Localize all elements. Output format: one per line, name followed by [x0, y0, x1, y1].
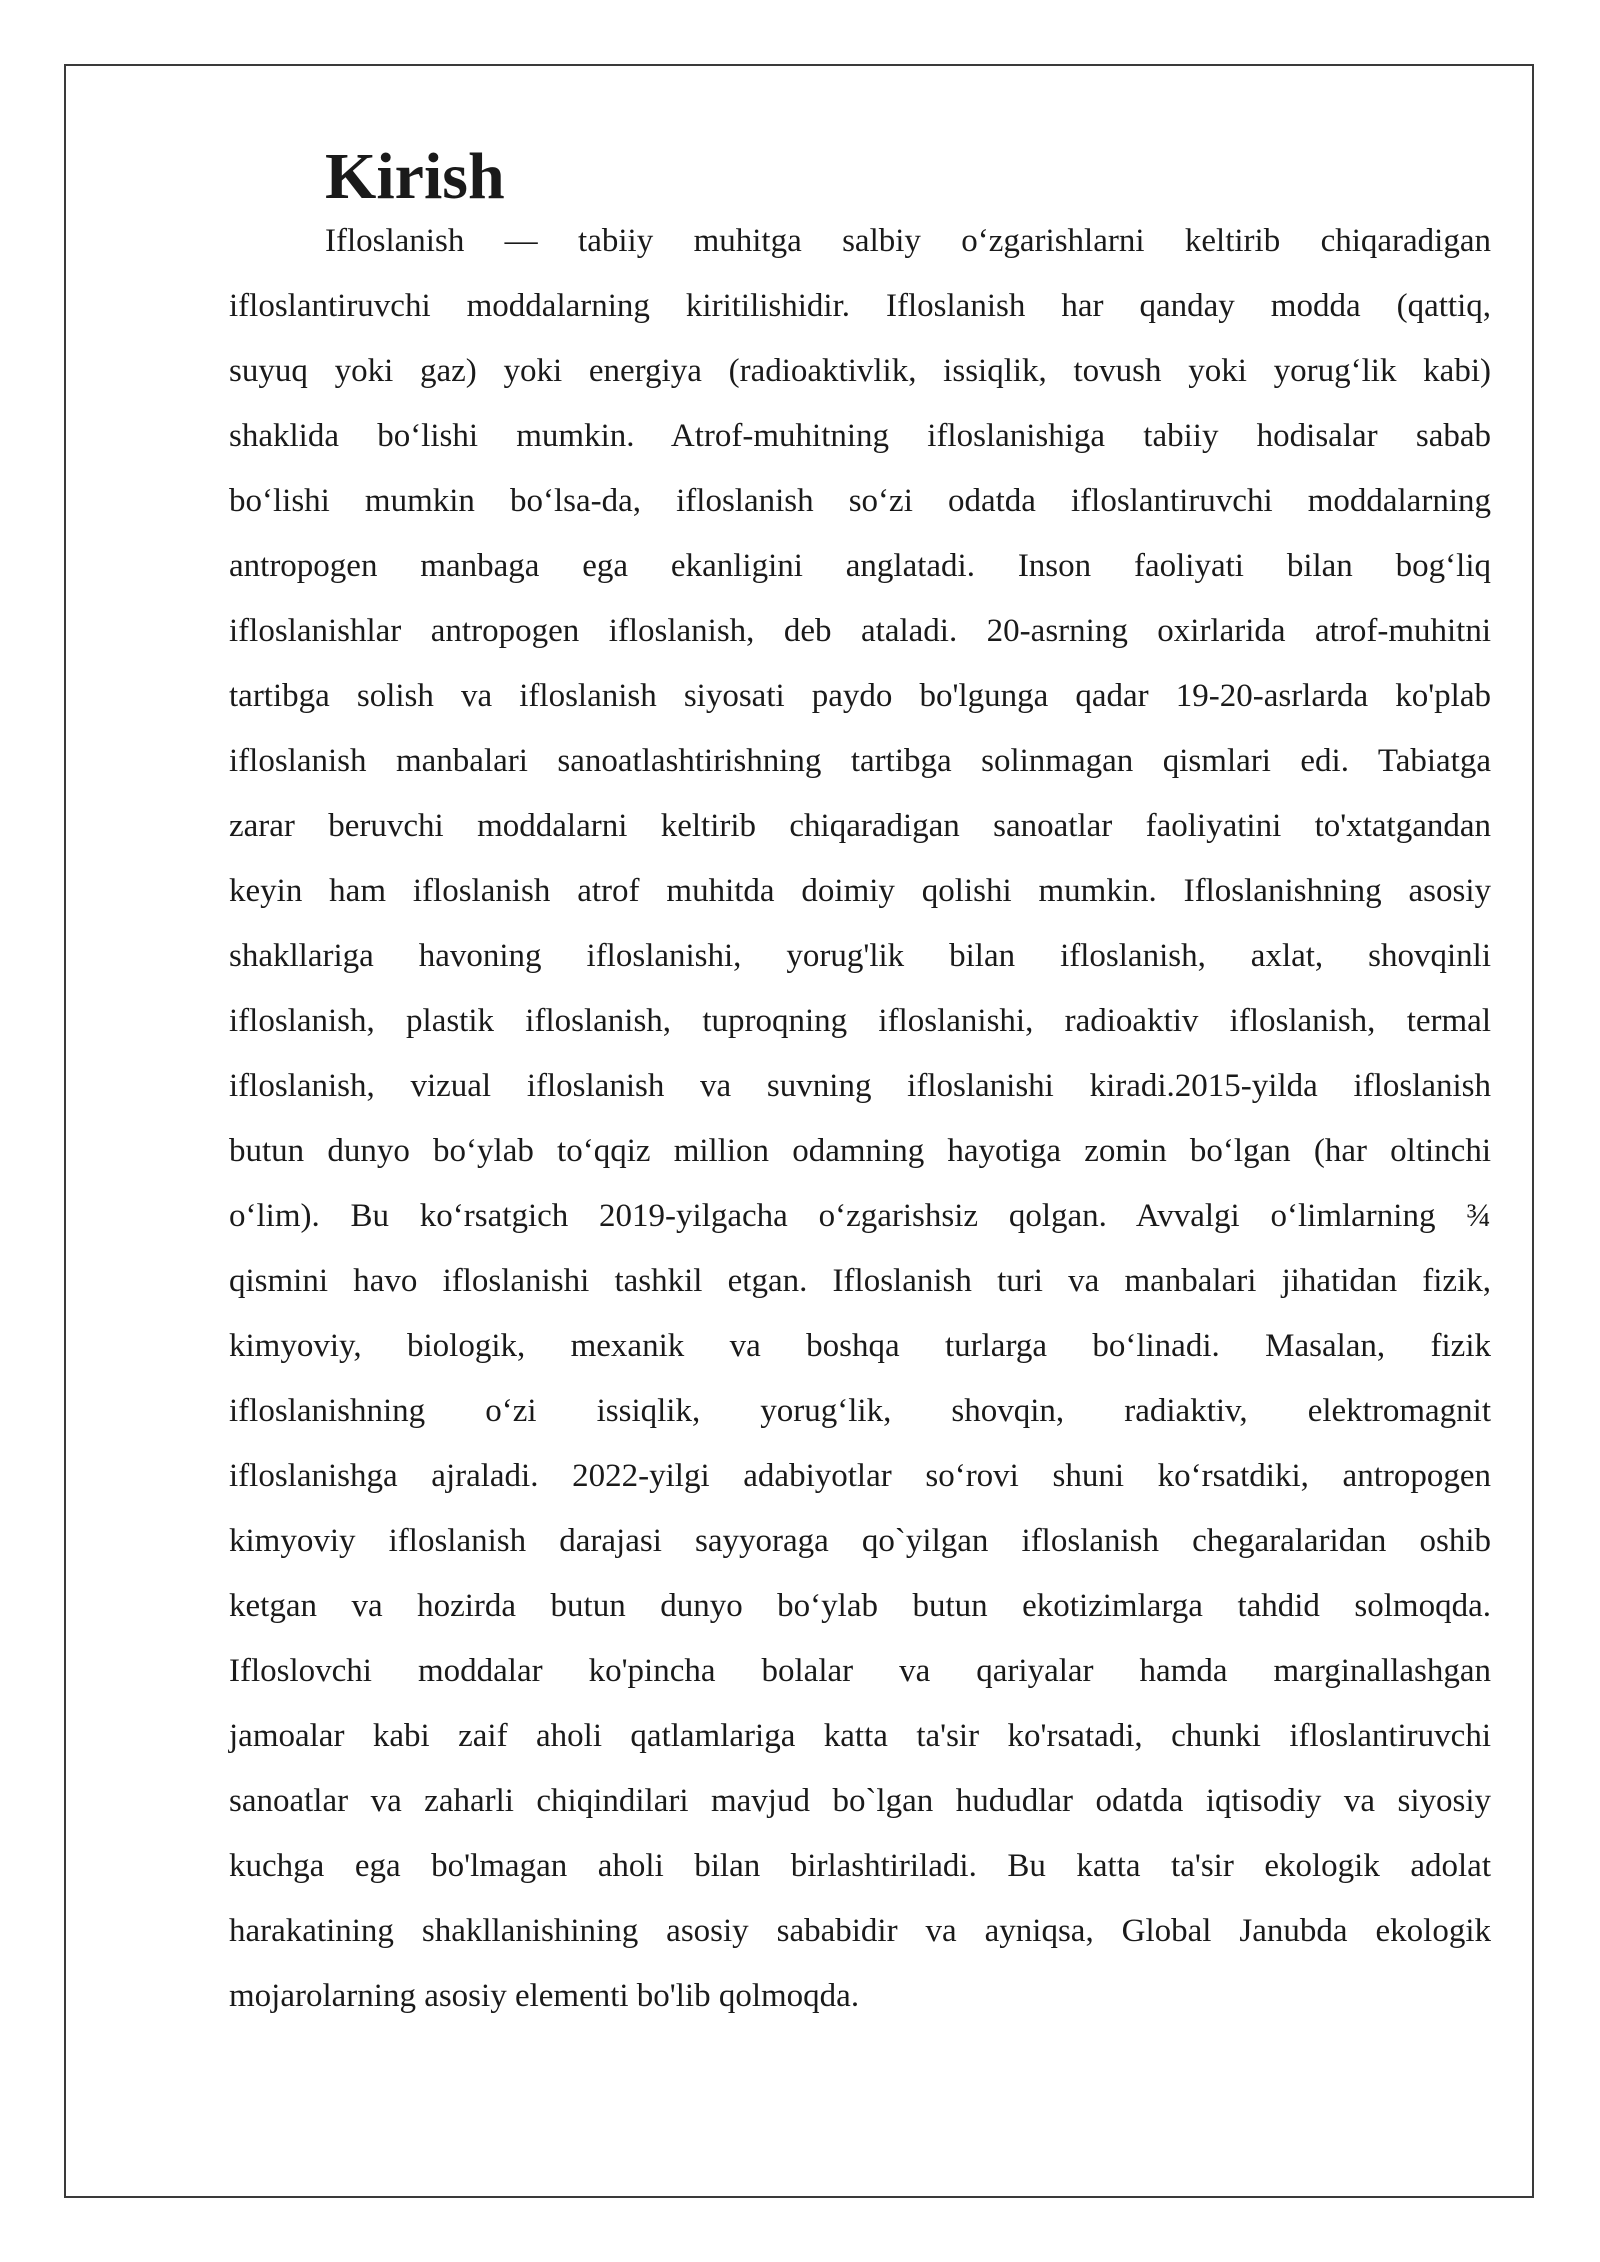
paragraph-line: ifloslanishlar antropogen ifloslanish, deb ataladi. 20-asrning oxirlarida atrof-muhitni	[229, 613, 1491, 649]
paragraph-line: bo‘lishi mumkin bo‘lsa-da, ifloslanish so‘zi odatda ifloslantiruvchi moddalarning	[229, 483, 1491, 519]
paragraph-line: antropogen manbaga ega ekanligini anglatadi. Inson faoliyati bilan bog‘liq	[229, 548, 1491, 584]
paragraph-line: kimyoviy, biologik, mexanik va boshqa turlarga bo‘linadi. Masalan, fizik	[229, 1328, 1491, 1364]
paragraph-line: shakllariga havoning ifloslanishi, yorug'lik bilan ifloslanish, axlat, shovqinli	[229, 938, 1491, 974]
paragraph-line: ketgan va hozirda butun dunyo bo‘ylab butun ekotizimlarga tahdid solmoqda.	[229, 1588, 1491, 1624]
paragraph-line: zarar beruvchi moddalarni keltirib chiqaradigan sanoatlar faoliyatini to'xtatgandan	[229, 808, 1491, 844]
paragraph-line: ifloslanishga ajraladi. 2022-yilgi adabiyotlar so‘rovi shuni ko‘rsatdiki, antropogen	[229, 1458, 1491, 1494]
paragraph-line: kuchga ega bo'lmagan aholi bilan birlashtiriladi. Bu katta ta'sir ekologik adolat	[229, 1848, 1491, 1884]
body-paragraph	[229, 209, 1491, 2029]
document-body	[229, 140, 1491, 2029]
paragraph-line: butun dunyo bo‘ylab to‘qqiz million odamning hayotiga zomin bo‘lgan (har oltinchi	[229, 1133, 1491, 1169]
paragraph-line: harakatining shakllanishining asosiy sababidir va ayniqsa, Global Janubda ekologik	[229, 1913, 1491, 1949]
paragraph-line: ifloslantiruvchi moddalarning kiritilishidir. Ifloslanish har qanday modda (qattiq,	[229, 288, 1491, 324]
paragraph-line: keyin ham ifloslanish atrof muhitda doimiy qolishi mumkin. Ifloslanishning asosiy	[229, 873, 1491, 909]
paragraph-line: ifloslanish, plastik ifloslanish, tuproqning ifloslanishi, radioaktiv ifloslanish, termal	[229, 1003, 1491, 1039]
paragraph-line: Ifloslovchi moddalar ko'pincha bolalar va qariyalar hamda marginallashgan	[229, 1653, 1491, 1689]
paragraph-line: Ifloslanish — tabiiy muhitga salbiy o‘zgarishlarni keltirib chiqaradigan	[325, 223, 1491, 259]
paragraph-line: sanoatlar va zaharli chiqindilari mavjud bo`lgan hududlar odatda iqtisodiy va siyosiy	[229, 1783, 1491, 1819]
paragraph-line: ifloslanish manbalari sanoatlashtirishning tartibga solinmagan qismlari edi. Tabiatga	[229, 743, 1491, 779]
paragraph-line: kimyoviy ifloslanish darajasi sayyoraga qo`yilgan ifloslanish chegaralaridan oshib	[229, 1523, 1491, 1559]
paragraph-line: suyuq yoki gaz) yoki energiya (radioaktivlik, issiqlik, tovush yoki yorug‘lik kabi)	[229, 353, 1491, 389]
paragraph-line: jamoalar kabi zaif aholi qatlamlariga katta ta'sir ko'rsatadi, chunki ifloslantiruvchi	[229, 1718, 1491, 1754]
paragraph-line: o‘lim). Bu ko‘rsatgich 2019-yilgacha o‘zgarishsiz qolgan. Avvalgi o‘limlarning ¾	[229, 1198, 1491, 1234]
section-heading: Kirish	[325, 140, 505, 213]
paragraph-line: ifloslanish, vizual ifloslanish va suvning ifloslanishi kiradi.2015-yilda ifloslanish	[229, 1068, 1491, 1104]
paragraph-line: tartibga solish va ifloslanish siyosati paydo bo'lgunga qadar 19-20-asrlarda ko'plab	[229, 678, 1491, 714]
paragraph-line: qismini havo ifloslanishi tashkil etgan. Ifloslanish turi va manbalari jihatidan fizik,	[229, 1263, 1491, 1299]
paragraph-line: ifloslanishning o‘zi issiqlik, yorug‘lik, shovqin, radiaktiv, elektromagnit	[229, 1393, 1491, 1429]
paragraph-line: shaklida bo‘lishi mumkin. Atrof-muhitning ifloslanishiga tabiiy hodisalar sabab	[229, 418, 1491, 454]
paragraph-line: mojarolarning asosiy elementi bo'lib qolmoqda.	[229, 1978, 860, 2014]
